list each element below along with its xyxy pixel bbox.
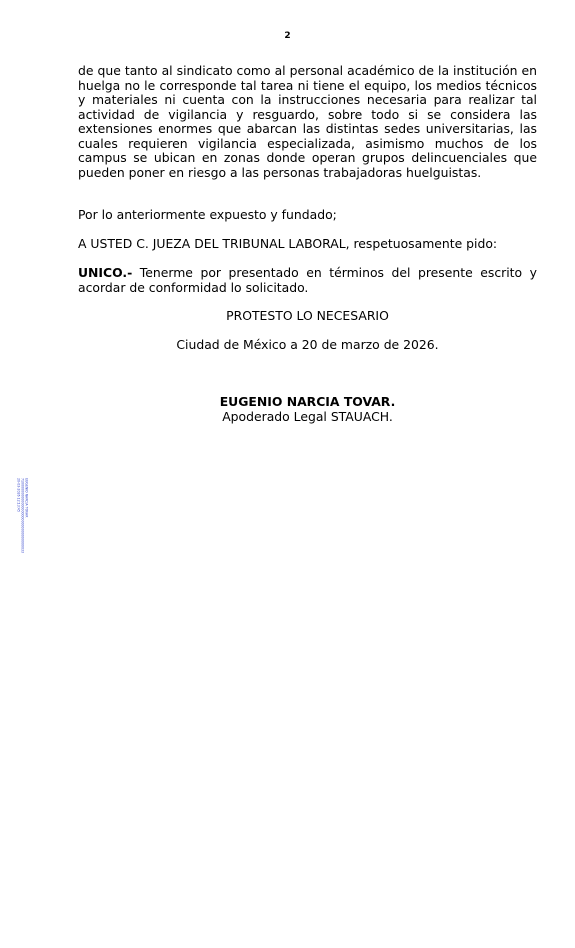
signatory-role: Apoderado Legal STAUACH.	[222, 409, 393, 424]
signatory-name: EUGENIO NARCIA TOVAR.	[219, 394, 396, 409]
address-paragraph: A USTED C. JUEZA DEL TRIBUNAL LABORAL, respetuosamente pido:	[78, 236, 498, 251]
request-label: UNICO.-	[78, 265, 133, 280]
page-number: 2	[284, 31, 291, 41]
foundation-paragraph: Por lo anteriormente expuesto y fundado;	[78, 207, 337, 222]
request-text: Tenerme por presentado en términos del presente escrito y acordar de conformidad lo solicitado.	[78, 265, 537, 295]
electronic-signature-stamp	[16, 478, 30, 573]
request-paragraph	[78, 266, 537, 295]
protest-line: PROTESTO LO NECESARIO	[226, 308, 389, 323]
stamp-line-name: EUGENIO NARCIA TOVAR	[24, 478, 29, 518]
stamp-line-date: 20-03-2026 12:13:45	[16, 478, 21, 512]
continuation-paragraph: de que tanto al sindicato como al personal académico de la institución en huelga no le corresponde tal tarea ni tiene el equipo, los medios técnicos y materiales ni cuenta con la instrucciones necesaria para realizar tal actividad de vigilancia y resguardo, sobre todo si se considera las extensiones enormes que abarcan las distintas sedes universitarias, las cuales requieren vigilancia especializada, asimismo muchos de los campus se ubican en zonas donde operan grupos delincuenciales que pueden poner en riesgo a las personas trabajadoras huelguistas.	[78, 63, 537, 180]
place-date-line: Ciudad de México a 20 de marzo de 2026.	[176, 337, 439, 352]
stamp-line-serial: 7100000000000000000000000000000000033	[20, 478, 25, 554]
